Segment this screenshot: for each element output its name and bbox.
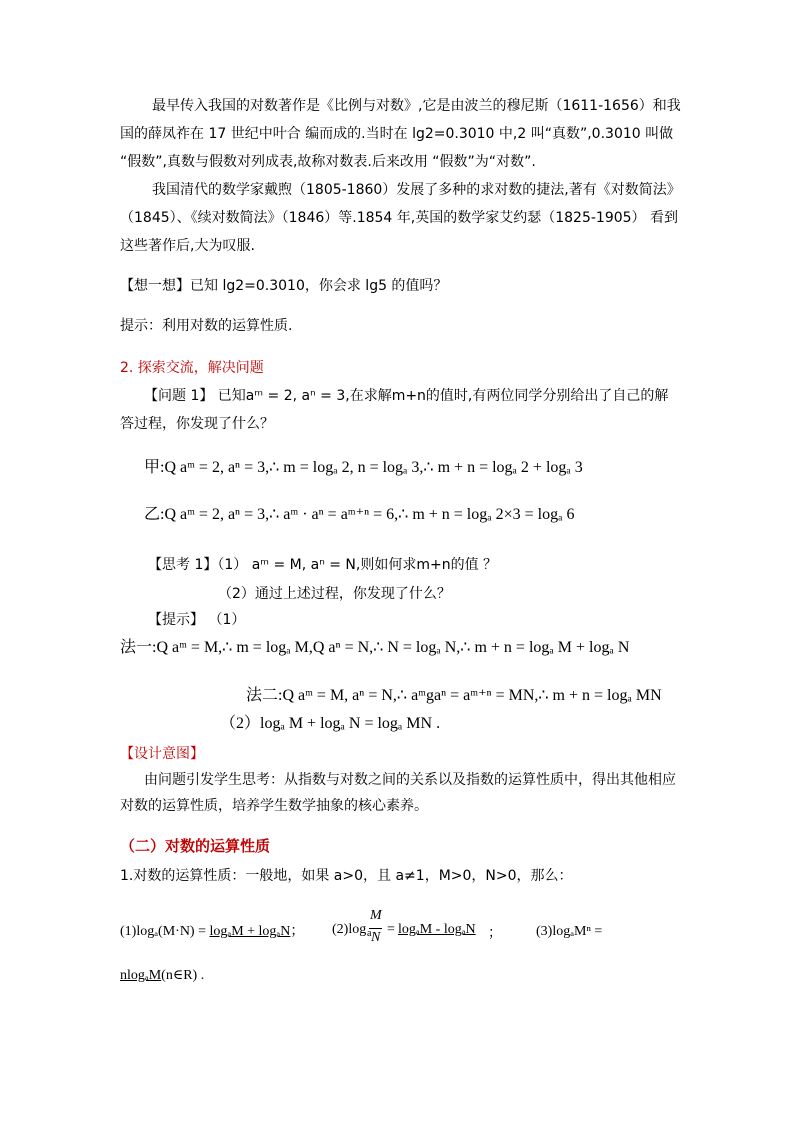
fraction-numerator: M [370, 908, 382, 923]
formula-2-answer: logₐM - logₐN [398, 922, 476, 937]
tip-label: 【提示】 （1） [148, 612, 246, 628]
solution-yi: 乙:Q aᵐ = 2, aⁿ = 3,∴ aᵐ · aⁿ = aᵐ⁺ⁿ = 6,∴ m + n = logₐ 2×3 = logₐ 6 [144, 506, 575, 523]
problem-1-text: 【问题 1】 已知aᵐ = 2, aⁿ = 3,在求解m+n的值时,有两位同学分别给出了自己的解 [144, 388, 669, 404]
intro-line: 这些著作后,大为叹服. [120, 238, 255, 254]
formula-3-answer: nlogₐM [120, 968, 162, 983]
fraction-bar [369, 928, 382, 929]
method-2: 法二:Q aᵐ = M, aⁿ = N,∴ aᵐgaⁿ = aᵐ⁺ⁿ = MN,∴ m + n = logₐ MN [246, 687, 662, 704]
problem-1-text-cont: 答过程，你发现了什么？ [120, 416, 274, 432]
think-question: 【想一想】已知 lg2=0.3010，你会求 lg5 的值吗？ [120, 278, 448, 294]
section-b-heading: （二）对数的运算性质 [120, 837, 271, 855]
method-1: 法一:Q aᵐ = M,∴ m = logₐ M,Q aⁿ = N,∴ N = logₐ N,∴ m + n = logₐ M + logₐ N [120, 639, 630, 656]
design-intent-text-cont: 对数的运算性质，培养学生数学抽象的核心素养。 [120, 798, 428, 814]
section-2-heading: 2. 探索交流，解决问题 [120, 360, 264, 376]
property-intro: 1.对数的运算性质：一般地，如果 a>0，且 a≠1，M>0，N>0，那么： [120, 868, 573, 884]
intro-line: “假数”,真数与假数对列成表,故称对数表.后来改用 “假数”为“对数”. [120, 154, 536, 170]
intro-line: 最早传入我国的对数著作是《比例与对数》,它是由波兰的穆尼斯（1611-1656）和我 [152, 98, 681, 114]
think-hint: 提示：利用对数的运算性质. [120, 318, 293, 334]
design-intent-heading: 【设计意图】 [120, 746, 204, 762]
think-1-question: 【思考 1】（1） aᵐ = M, aⁿ = N,则如何求m+n的值 ？ [148, 557, 498, 573]
tip-2: （2）logₐ M + logₐ N = logₐ MN . [220, 715, 441, 732]
formula-1-answer: logₐM + logₐN [209, 924, 291, 939]
formula-3-cont: nlogₐM(n∈R) . [120, 968, 205, 983]
solution-jia: 甲:Q aᵐ = 2, aⁿ = 3,∴ m = logₐ 2, n = logₐ 3,∴ m + n = logₐ 2 + logₐ 3 [144, 459, 583, 476]
intro-line: 国的薛凤祚在 17 世纪中叶合 编而成的.当时在 lg2=0.3010 中,2 叫“真数”,0.3010 叫做 [120, 126, 674, 142]
design-intent-text: 由问题引发学生思考：从指数与对数之间的关系以及指数的运算性质中，得出其他相应 [144, 772, 676, 788]
intro-line: （1845）、《续对数简法》（1846）等.1854 年,英国的数学家艾约瑟（1825-1905） 看到 [120, 210, 678, 226]
formula-3: (3)logₐMⁿ = [536, 924, 603, 939]
think-1-question-2: （2）通过上述过程，你发现了什么？ [218, 586, 451, 602]
fraction-denominator: N [371, 930, 381, 945]
formula-1: (1)logₐ(M·N) = logₐM + logₐN； [120, 924, 305, 939]
intro-line: 我国清代的数学家戴煦（1805-1860）发展了多种的求对数的捷法,著有《对数简法》 [152, 182, 681, 198]
